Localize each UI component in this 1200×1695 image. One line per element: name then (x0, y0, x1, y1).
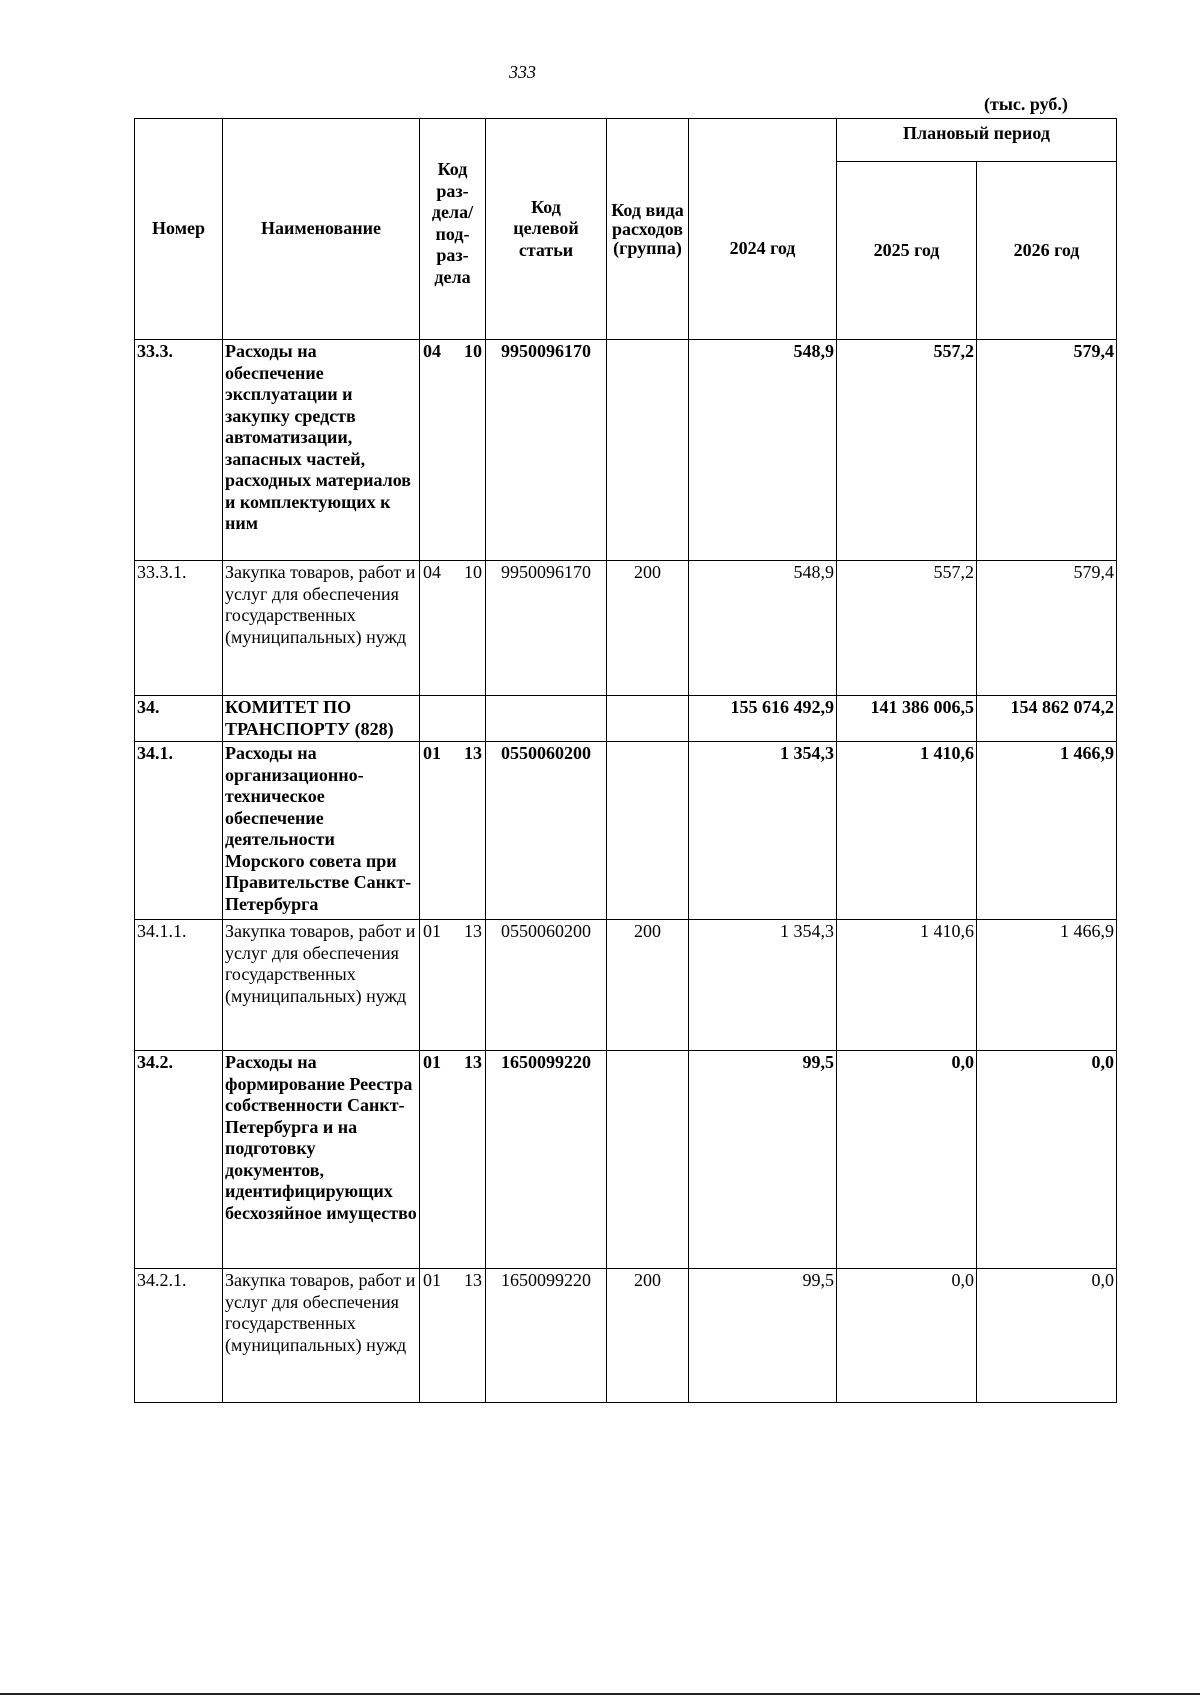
header-2024: 2024 год (689, 119, 837, 340)
row-expense-type: 200 (607, 1269, 689, 1403)
row-subsection: 10 (464, 341, 482, 361)
table-row (135, 561, 1117, 696)
row-number: 34.1.1. (135, 920, 223, 1051)
table-row (135, 340, 1117, 561)
row-target-code: 1650099220 (486, 1269, 607, 1403)
header-expense-type-text: Код вида расходов (группа) (611, 199, 684, 258)
header-planning-period: Плановый период (837, 119, 1117, 162)
row-2024: 1 354,3 (689, 742, 837, 920)
header-section-code (420, 119, 486, 340)
row-subsection: 13 (464, 921, 482, 941)
row-target-code: 9950096170 (486, 561, 607, 696)
header-expense-type (607, 119, 689, 340)
header-target-code (486, 119, 607, 340)
row-2025: 0,0 (837, 1051, 977, 1269)
row-expense-type: 200 (607, 920, 689, 1051)
table-row (135, 1269, 1117, 1403)
row-2024: 548,9 (689, 340, 837, 561)
row-target-code: 1650099220 (486, 1051, 607, 1269)
row-target-code: 0550060200 (486, 920, 607, 1051)
row-expense-type (607, 742, 689, 920)
row-subsection: 13 (464, 1052, 482, 1072)
row-section: 01 (423, 743, 441, 763)
header-row-1 (135, 119, 1117, 162)
row-target-code: 9950096170 (486, 340, 607, 561)
row-section: 04 (423, 562, 441, 582)
row-section-code (420, 742, 486, 920)
header-number: Номер (135, 119, 223, 340)
row-2025: 1 410,6 (837, 920, 977, 1051)
row-section: 04 (423, 341, 441, 361)
row-name: Закупка товаров, работ и услуг для обеспечения государственных (муниципальных) нужд (223, 920, 420, 1051)
row-2026: 1 466,9 (977, 920, 1117, 1051)
row-name: Закупка товаров, работ и услуг для обеспечения государственных (муниципальных) нужд (223, 561, 420, 696)
table-row (135, 920, 1117, 1051)
row-subsection: 13 (464, 743, 482, 763)
units-label: (тыс. руб.) (984, 94, 1068, 114)
row-2025: 0,0 (837, 1269, 977, 1403)
row-section-code (420, 561, 486, 696)
row-expense-type (607, 696, 689, 742)
row-2024: 99,5 (689, 1051, 837, 1269)
row-name: Расходы на формирование Реестра собственности Санкт-Петербурга и на подготовку документов, идентифицирующих бесхозяйное имущество (223, 1051, 420, 1269)
row-number: 34.2. (135, 1051, 223, 1269)
row-number: 34.1. (135, 742, 223, 920)
row-2026: 0,0 (977, 1269, 1117, 1403)
budget-table (134, 118, 1117, 1403)
row-2026: 579,4 (977, 561, 1117, 696)
row-name: Расходы на организационно-техническое обеспечение деятельности Морского совета при Правительстве Санкт-Петербурга (223, 742, 420, 920)
row-2026: 1 466,9 (977, 742, 1117, 920)
row-subsection: 10 (464, 562, 482, 582)
table-row (135, 742, 1117, 920)
header-target-code-text: Код целевой статьи (513, 196, 579, 260)
row-section: 01 (423, 1270, 441, 1290)
row-expense-type (607, 1051, 689, 1269)
row-target-code (486, 696, 607, 742)
row-2024: 99,5 (689, 1269, 837, 1403)
row-section-code (420, 1269, 486, 1403)
row-subsection: 13 (464, 1270, 482, 1290)
row-name: Закупка товаров, работ и услуг для обеспечения государственных (муниципальных) нужд (223, 1269, 420, 1403)
row-2025: 557,2 (837, 561, 977, 696)
header-2025: 2025 год (837, 162, 977, 340)
row-name: Расходы на обеспечение эксплуатации и закупку средств автоматизации, запасных частей, расходных материалов и комплектующих к ним (223, 340, 420, 561)
row-number: 33.3. (135, 340, 223, 561)
row-section-code (420, 340, 486, 561)
row-section: 01 (423, 1052, 441, 1072)
row-2026: 0,0 (977, 1051, 1117, 1269)
row-2024: 548,9 (689, 561, 837, 696)
row-name: КОМИТЕТ ПО ТРАНСПОРТУ (828) (223, 696, 420, 742)
page-number: 333 (509, 62, 536, 82)
header-section-code-text: Код раз- дела/ под- раз- дела (431, 159, 474, 287)
row-target-code: 0550060200 (486, 742, 607, 920)
row-number: 33.3.1. (135, 561, 223, 696)
row-section-code (420, 1051, 486, 1269)
header-2026: 2026 год (977, 162, 1117, 340)
header-name: Наименование (223, 119, 420, 340)
row-2025: 557,2 (837, 340, 977, 561)
row-2024: 1 354,3 (689, 920, 837, 1051)
row-expense-type: 200 (607, 561, 689, 696)
row-section: 01 (423, 921, 441, 941)
row-number: 34. (135, 696, 223, 742)
table-row (135, 696, 1117, 742)
row-section-code (420, 920, 486, 1051)
row-2026: 154 862 074,2 (977, 696, 1117, 742)
row-2026: 579,4 (977, 340, 1117, 561)
row-section-code (420, 696, 486, 742)
row-expense-type (607, 340, 689, 561)
row-2025: 141 386 006,5 (837, 696, 977, 742)
table-row (135, 1051, 1117, 1269)
row-number: 34.2.1. (135, 1269, 223, 1403)
row-2025: 1 410,6 (837, 742, 977, 920)
row-2024: 155 616 492,9 (689, 696, 837, 742)
